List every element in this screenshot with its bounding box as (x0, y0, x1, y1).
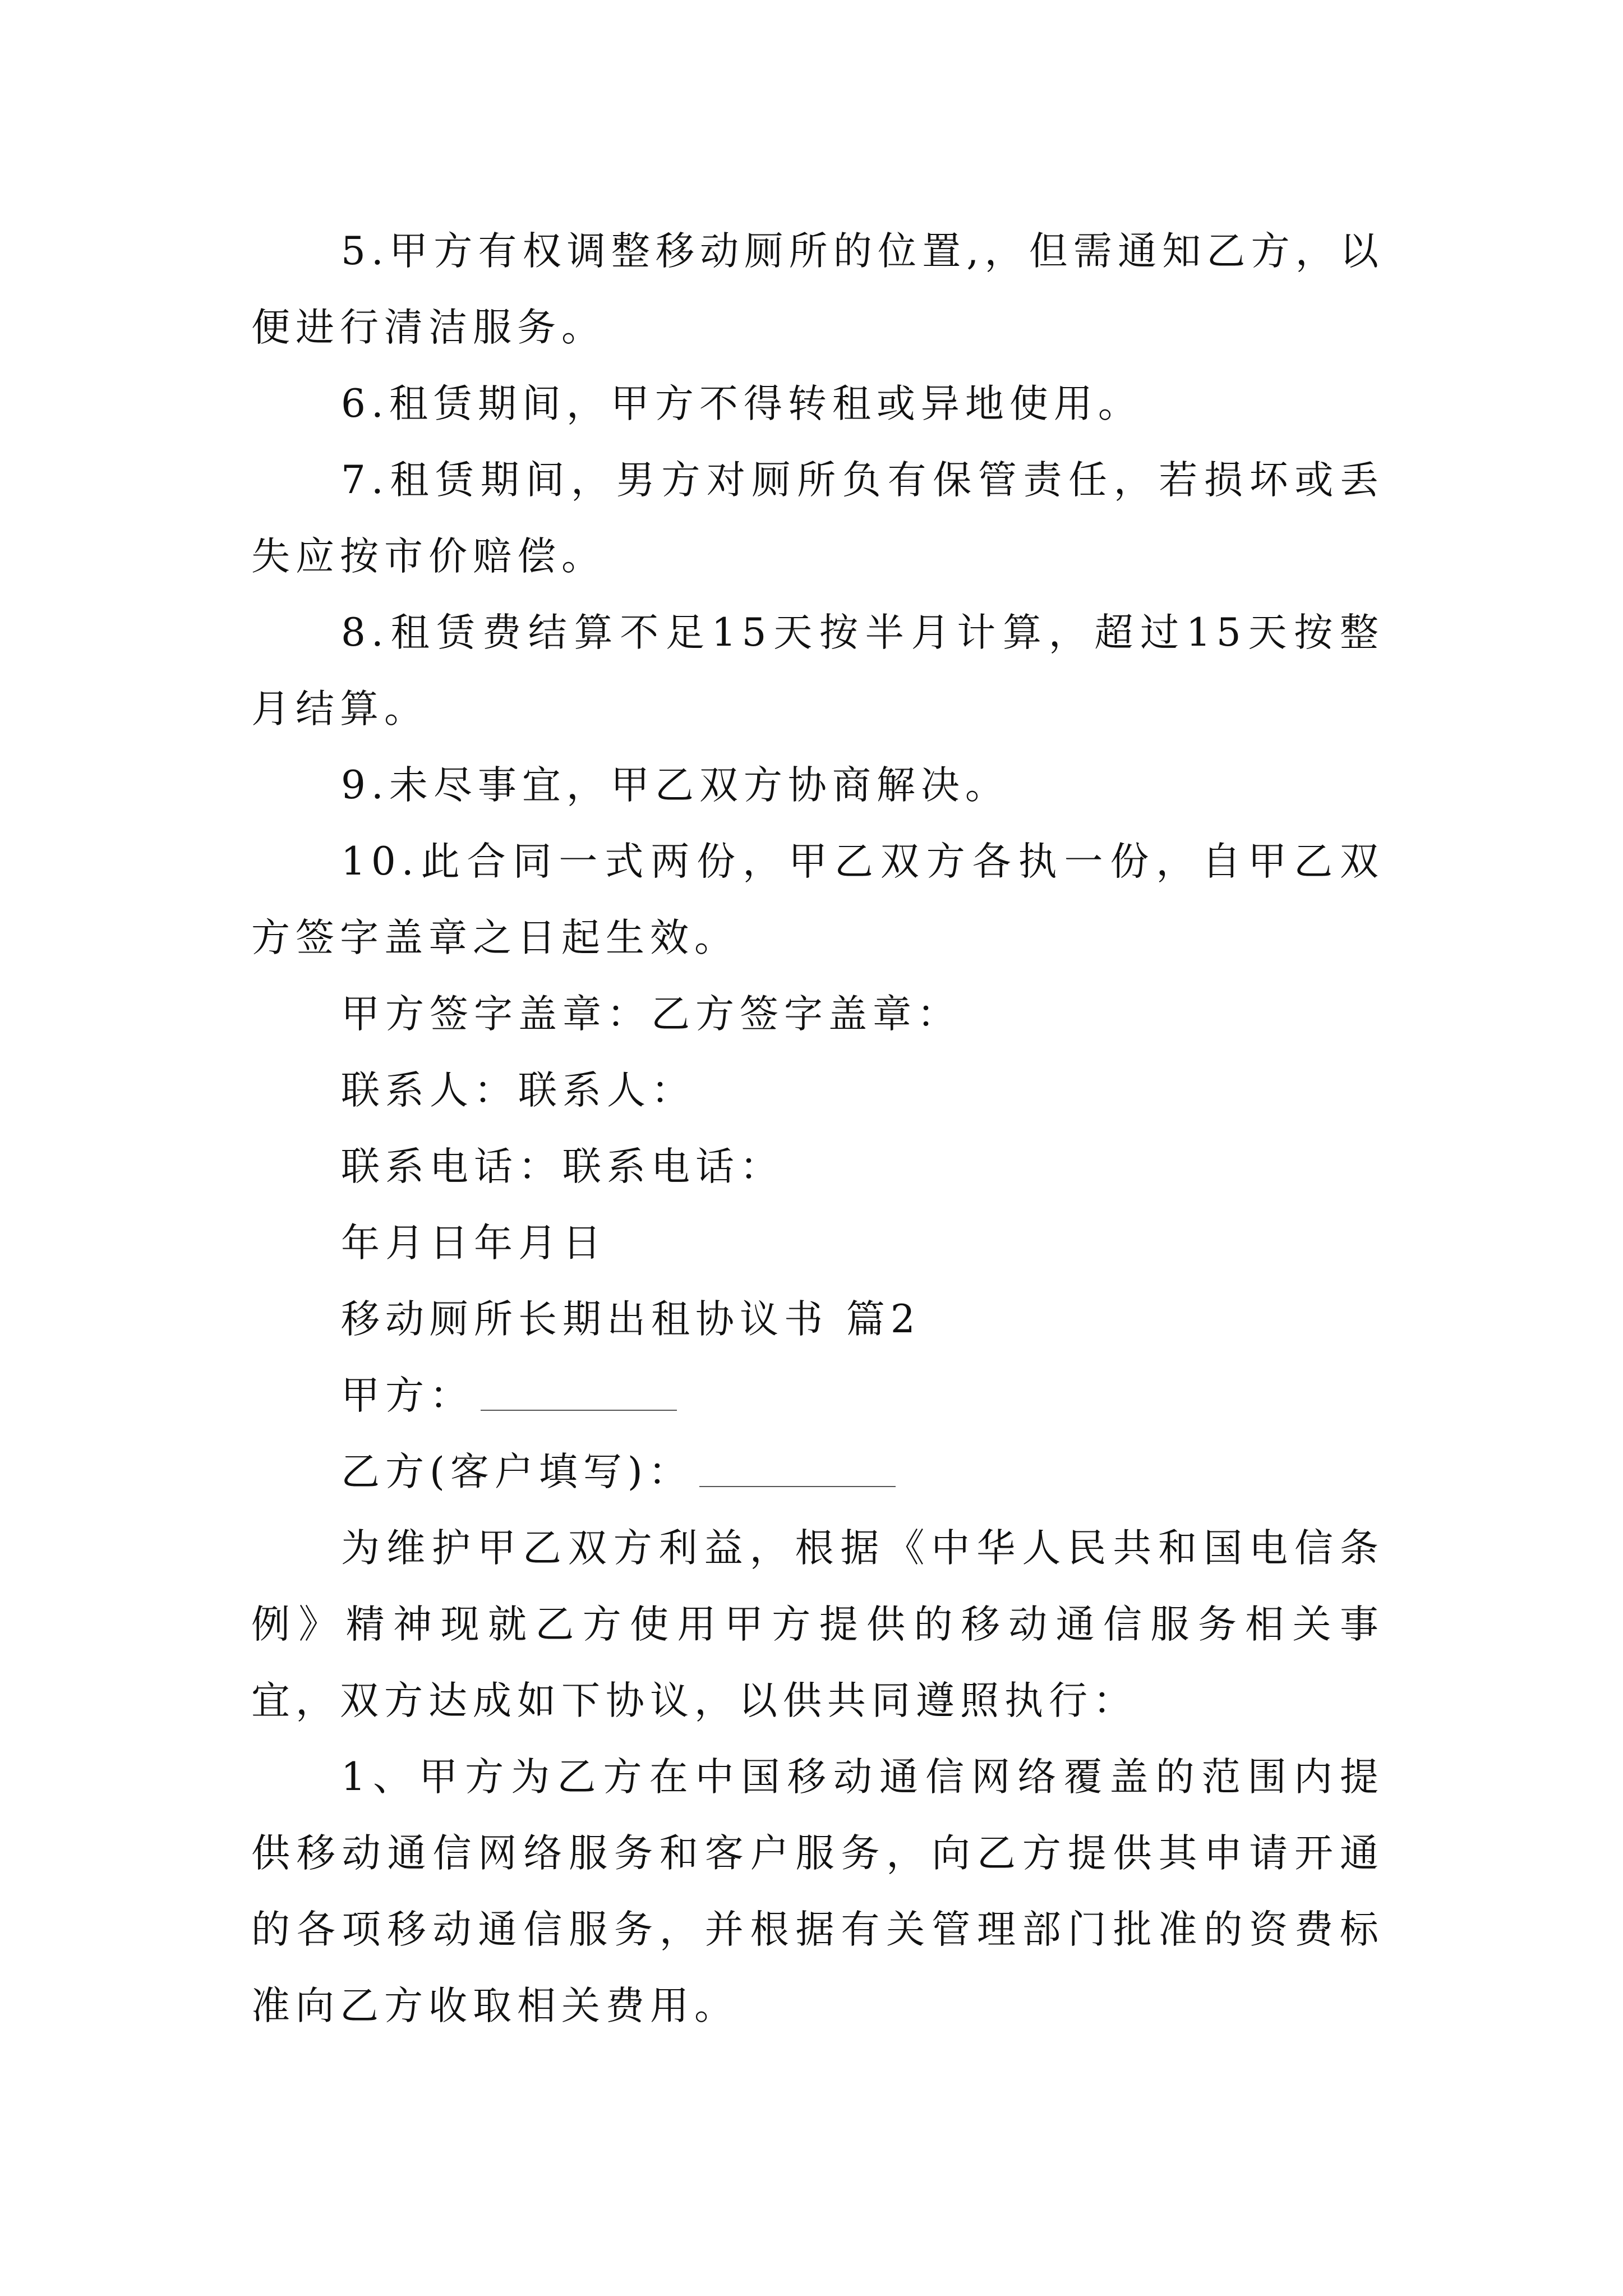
signature-phone-line: 联系电话：联系电话： (341, 1144, 784, 1189)
party-a-label: 甲方： (341, 1373, 474, 1418)
clause-7: 7.租赁期间，男方对厕所负有保管责任，若损坏或丢失应按市价赔偿。 (251, 458, 1384, 579)
signature-seal-line: 甲方签字盖章：乙方签字盖章： (341, 992, 961, 1037)
document-body (251, 213, 1384, 2044)
section-2-title: 移动厕所长期出租协议书 篇2 (341, 1297, 921, 1342)
clause-10: 10.此合同一式两份，甲乙双方各执一份，自甲乙双方签字盖章之日起生效。 (251, 839, 1384, 960)
clause-9: 9.未尽事宜，甲乙双方协商解决。 (341, 763, 1009, 808)
party-b-label: 乙方(客户填写)： (341, 1450, 693, 1494)
clause-5: 5.甲方有权调整移动厕所的位置,，但需通知乙方，以便进行清洁服务。 (251, 229, 1384, 350)
clause-8: 8.租赁费结算不足15天按半月计算，超过15天按整月结算。 (251, 610, 1384, 731)
party-a-blank (481, 1410, 677, 1411)
party-a-line (251, 1358, 1384, 1434)
party-b-blank (699, 1486, 896, 1487)
section-2-intro: 为维护甲乙双方利益，根据《中华人民共和国电信条例》精神现就乙方使用甲方提供的移动通信服务相关事宜，双方达成如下协议，以供共同遵照执行： (251, 1526, 1384, 1723)
party-b-line (251, 1434, 1384, 1510)
signature-contact-line: 联系人：联系人： (341, 1068, 695, 1113)
clause-6: 6.租赁期间，甲方不得转租或异地使用。 (341, 381, 1142, 426)
signature-date-line: 年月日年月日 (341, 1221, 607, 1266)
section-2-clause-1: 1、甲方为乙方在中国移动通信网络覆盖的范围内提供移动通信网络服务和客户服务，向乙方提供其申请开通的各项移动通信服务，并根据有关管理部门批准的资费标准向乙方收取相关费用。 (251, 1755, 1384, 2028)
